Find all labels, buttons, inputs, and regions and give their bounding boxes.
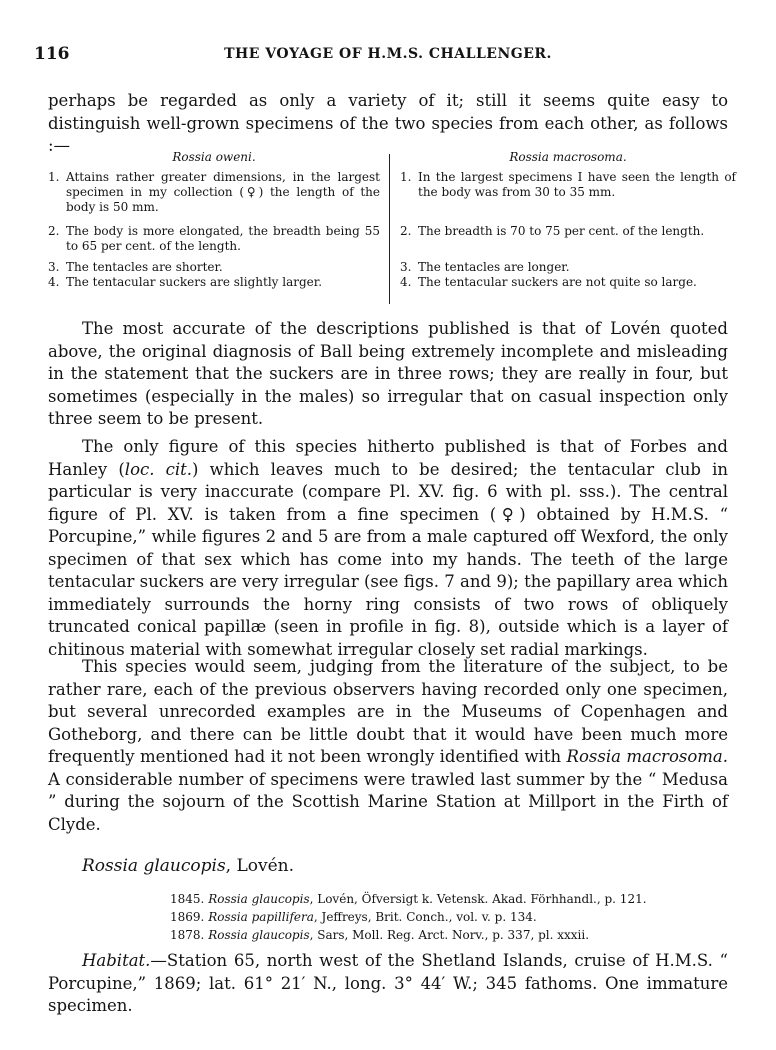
p2-text-b: ) which leaves much to be desired; the tentacular club in particular is very inaccurate (compare Pl. XV. fig. 6 with pl. sss.). The central figure of Pl. XV. is taken from a fine specimen (♀) obtained by H.M.S. “ Porcupine,” while figures 2 and 5 are from a male captured off Wexford, the only specimen of that sex which has come into my hands. The teeth of the large tentacular suckers are very irregular (see figs. 7 and 9); the papillary area which immediately surrounds the horny ring consists of two rows of obliquely truncated conical papillæ (seen in profile in fig. 8), outside which is a layer of chitinous material with somewhat irregular closely set radial markings.	[48, 459, 728, 659]
p3-text-b: A considerable number of specimens were trawled last summer by the “ Medusa ” during the sojourn of the Scottish Marine Station at Millport in the Firth of Clyde.	[48, 769, 728, 834]
column-title-oweni: Rossia oweni.	[172, 150, 256, 164]
item-text: The tentacular suckers are slightly larger.	[66, 275, 323, 289]
ref-year: 1845.	[170, 892, 205, 906]
p3-text-a: This species would seem, judging from the literature of the subject, to be rather rare, each of the previous observers having recorded only one specimen, but several unrecorded examples are in the Museums of Copenhagen and Gotheborg, and there can be little doubt that it would have been much more frequently mentioned had it not been wrongly identified with	[48, 657, 728, 766]
column-divider	[389, 154, 390, 304]
synonymy-list	[170, 890, 730, 944]
item-text: The breadth is 70 to 75 per cent. of the length.	[418, 224, 705, 238]
ref-citation: , Sars, Moll. Reg. Arct. Norv., p. 337, pl. xxxii.	[309, 928, 590, 942]
comparison-item	[400, 275, 736, 290]
item-text: The tentacles are longer.	[418, 260, 570, 274]
item-number: 3.	[48, 260, 60, 274]
running-title: THE VOYAGE OF H.M.S. CHALLENGER.	[224, 46, 552, 62]
page-header	[28, 44, 748, 68]
comparison-item	[48, 260, 380, 275]
comparison-column-oweni	[48, 150, 380, 290]
p3-italic: Rossia macrosoma.	[566, 747, 729, 766]
species-name: Rossia glaucopis	[82, 856, 226, 876]
habitat-text: —Station 65, north west of the Shetland Islands, cruise of H.M.S. “ Porcupine,” 1869; lat. 61° 21′ N., long. 3° 44′ W.; 345 fathoms. One immature specimen.	[48, 951, 728, 1015]
habitat-label: Habitat.	[82, 951, 151, 970]
ref-citation: , Lovén, Öfversigt k. Vetensk. Akad. Förhhandl., p. 121.	[309, 892, 647, 906]
item-number: 1.	[48, 170, 60, 184]
comparison-item	[48, 224, 380, 260]
ref-name: Rossia glaucopis	[208, 928, 310, 942]
item-number: 4.	[400, 275, 412, 289]
habitat-paragraph	[48, 950, 728, 1018]
item-text: Attains rather greater dimensions, in the largest specimen in my collection (♀) the length of the body is 50 mm.	[66, 170, 380, 214]
intro-paragraph: perhaps be regarded as only a variety of it; still it seems quite easy to distinguish well-grown specimens of the two species from each other, as follows :—	[48, 91, 728, 155]
ref-name: Rossia glaucopis	[208, 892, 310, 906]
ref-year: 1869.	[170, 910, 205, 924]
comparison-item	[400, 260, 736, 275]
ref-year: 1878.	[170, 928, 205, 942]
synonymy-entry	[170, 890, 730, 908]
body-paragraph-1: The most accurate of the descriptions published is that of Lovén quoted above, the original diagnosis of Ball being extremely incomplete and misleading in the statement that the suckers are in three rows; they are really in four, but sometimes (especially in the males) so irregular that on casual inspection only three seem to be present.	[48, 319, 728, 428]
body-paragraph-3	[48, 656, 728, 836]
item-text: The tentacular suckers are not quite so large.	[418, 275, 697, 289]
column-title-macrosoma: Rossia macrosoma.	[509, 150, 627, 164]
species-comparison-table	[48, 150, 738, 306]
ref-name: Rossia papillifera	[208, 910, 314, 924]
item-text: In the largest specimens I have seen the length of the body was from 30 to 35 mm.	[418, 170, 736, 199]
comparison-column-macrosoma	[400, 150, 736, 290]
item-text: The body is more elongated, the breadth being 55 to 65 per cent. of the length.	[66, 224, 380, 253]
synonymy-entry	[170, 926, 730, 944]
comparison-item	[400, 224, 736, 260]
comparison-item	[48, 275, 380, 290]
page-number: 116	[34, 44, 70, 64]
body-paragraph-2	[48, 436, 728, 661]
species-heading	[82, 856, 294, 876]
comparison-item	[400, 170, 736, 224]
p2-text-a: The only figure of this species hitherto published is that of Forbes and Hanley (	[48, 437, 728, 479]
p2-italic: loc. cit.	[124, 459, 193, 479]
item-number: 1.	[400, 170, 412, 184]
item-text: The tentacles are shorter.	[66, 260, 223, 274]
ref-citation: , Jeffreys, Brit. Conch., vol. v. p. 134.	[313, 910, 537, 924]
item-number: 3.	[400, 260, 412, 274]
item-number: 2.	[48, 224, 60, 238]
species-author: , Lovén.	[225, 856, 295, 876]
synonymy-entry	[170, 908, 730, 926]
item-number: 4.	[48, 275, 60, 289]
comparison-item	[48, 170, 380, 224]
item-number: 2.	[400, 224, 412, 238]
